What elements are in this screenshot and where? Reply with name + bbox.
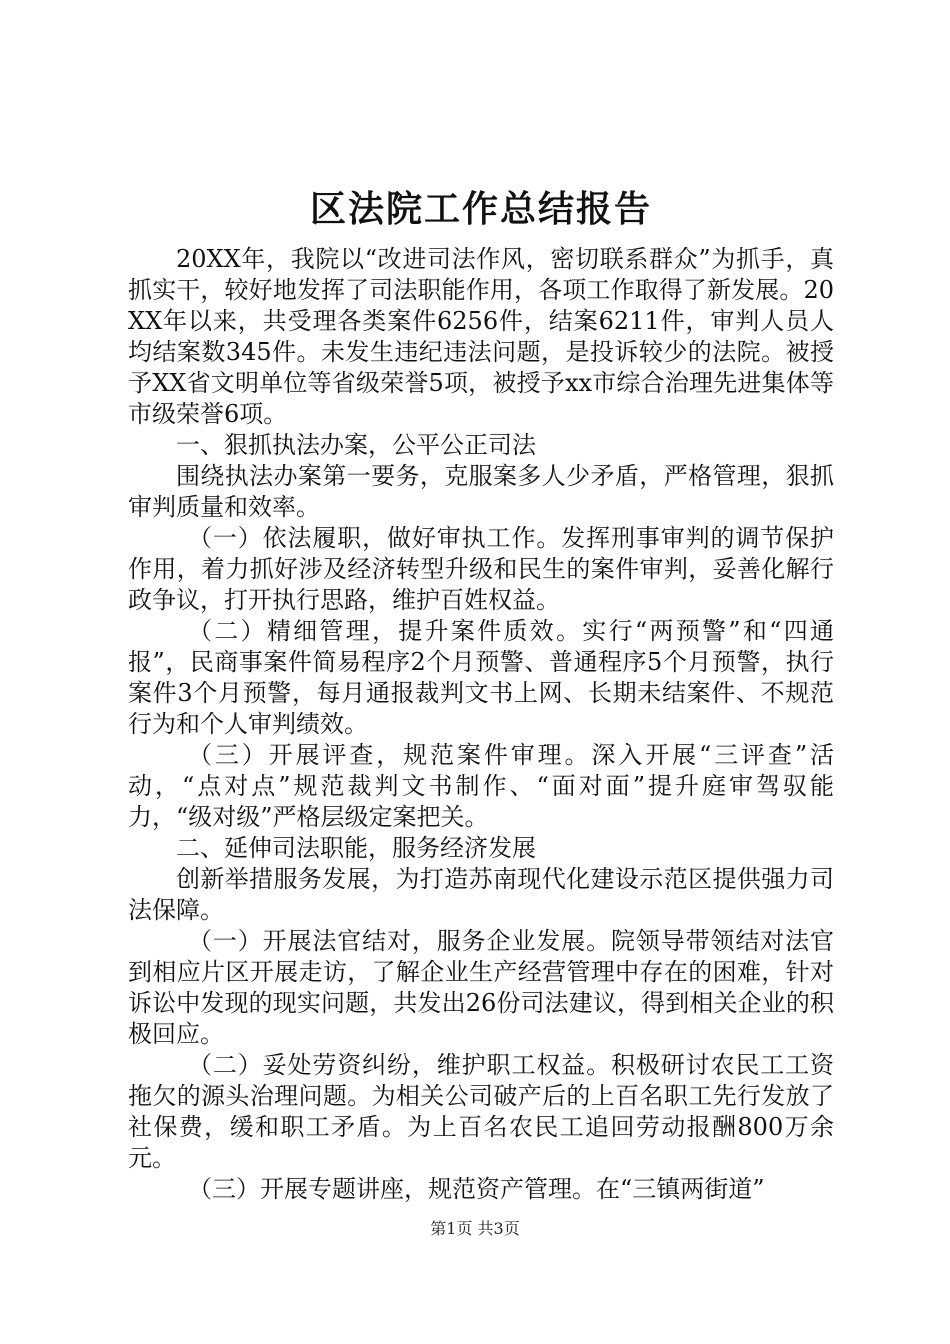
section-heading-1: 一、狠抓执法办案，公平公正司法 xyxy=(176,431,536,459)
page-footer: 第1页 共3页 xyxy=(430,1219,520,1238)
intro-paragraph: 20XX年，我院以“改进司法作风，密切联系群众”为抓手，真抓实干，较好地发挥了司法职能作用，各项工作取得了新发展。20XX年以来，共受理各类案件6256件，结案6211件，审判人员人均结案数345件。未发生违纪违法问题，是投诉较少的法院。被授予XX省文明单位等省级荣誉5项，被授予xx市综合治理先进集体等市级荣誉6项。 xyxy=(128,245,834,428)
section-2-item-1: （一）开展法官结对，服务企业发展。院领导带领结对法官到相应片区开展走访，了解企业生产经营管理中存在的困难，针对诉讼中发现的现实问题，共发出26份司法建议，得到相关企业的积极回应。 xyxy=(128,927,834,1048)
section-2-item-2: （二）妥处劳资纠纷，维护职工权益。积极研讨农民工工资拖欠的源头治理问题。为相关公司破产后的上百名职工先行发放了社保费，缓和职工矛盾。为上百名农民工追回劳动报酬800万余元。 xyxy=(128,1051,834,1172)
section-1-item-1: （一）依法履职，做好审执工作。发挥刑事审判的调节保护作用，着力抓好涉及经济转型升级和民生的案件审判，妥善化解行政争议，打开执行思路，维护百姓权益。 xyxy=(128,524,834,614)
section-1-item-2: （二）精细管理，提升案件质效。实行“两预警”和“四通报”，民商事案件简易程序2个月预警、普通程序5个月预警，执行案件3个月预警，每月通报裁判文书上网、长期未结案件、不规范行为和个人审判绩效。 xyxy=(128,617,834,738)
section-2-item-3: （三）开展专题讲座，规范资产管理。在“三镇两街道” xyxy=(188,1175,765,1203)
section-1-summary: 围绕执法办案第一要务，克服案多人少矛盾，严格管理，狠抓审判质量和效率。 xyxy=(128,462,834,521)
section-1-item-3: （三）开展评查，规范案件审理。深入开展“三评查”活动，“点对点”规范裁判文书制作、“面对面”提升庭审驾驭能力，“级对级”严格层级定案把关。 xyxy=(128,741,834,831)
section-2-summary: 创新举措服务发展，为打造苏南现代化建设示范区提供强力司法保障。 xyxy=(128,865,834,924)
section-heading-2: 二、延伸司法职能，服务经济发展 xyxy=(176,834,536,862)
document-page xyxy=(128,180,834,1205)
document-title: 区法院工作总结报告 xyxy=(309,188,652,230)
